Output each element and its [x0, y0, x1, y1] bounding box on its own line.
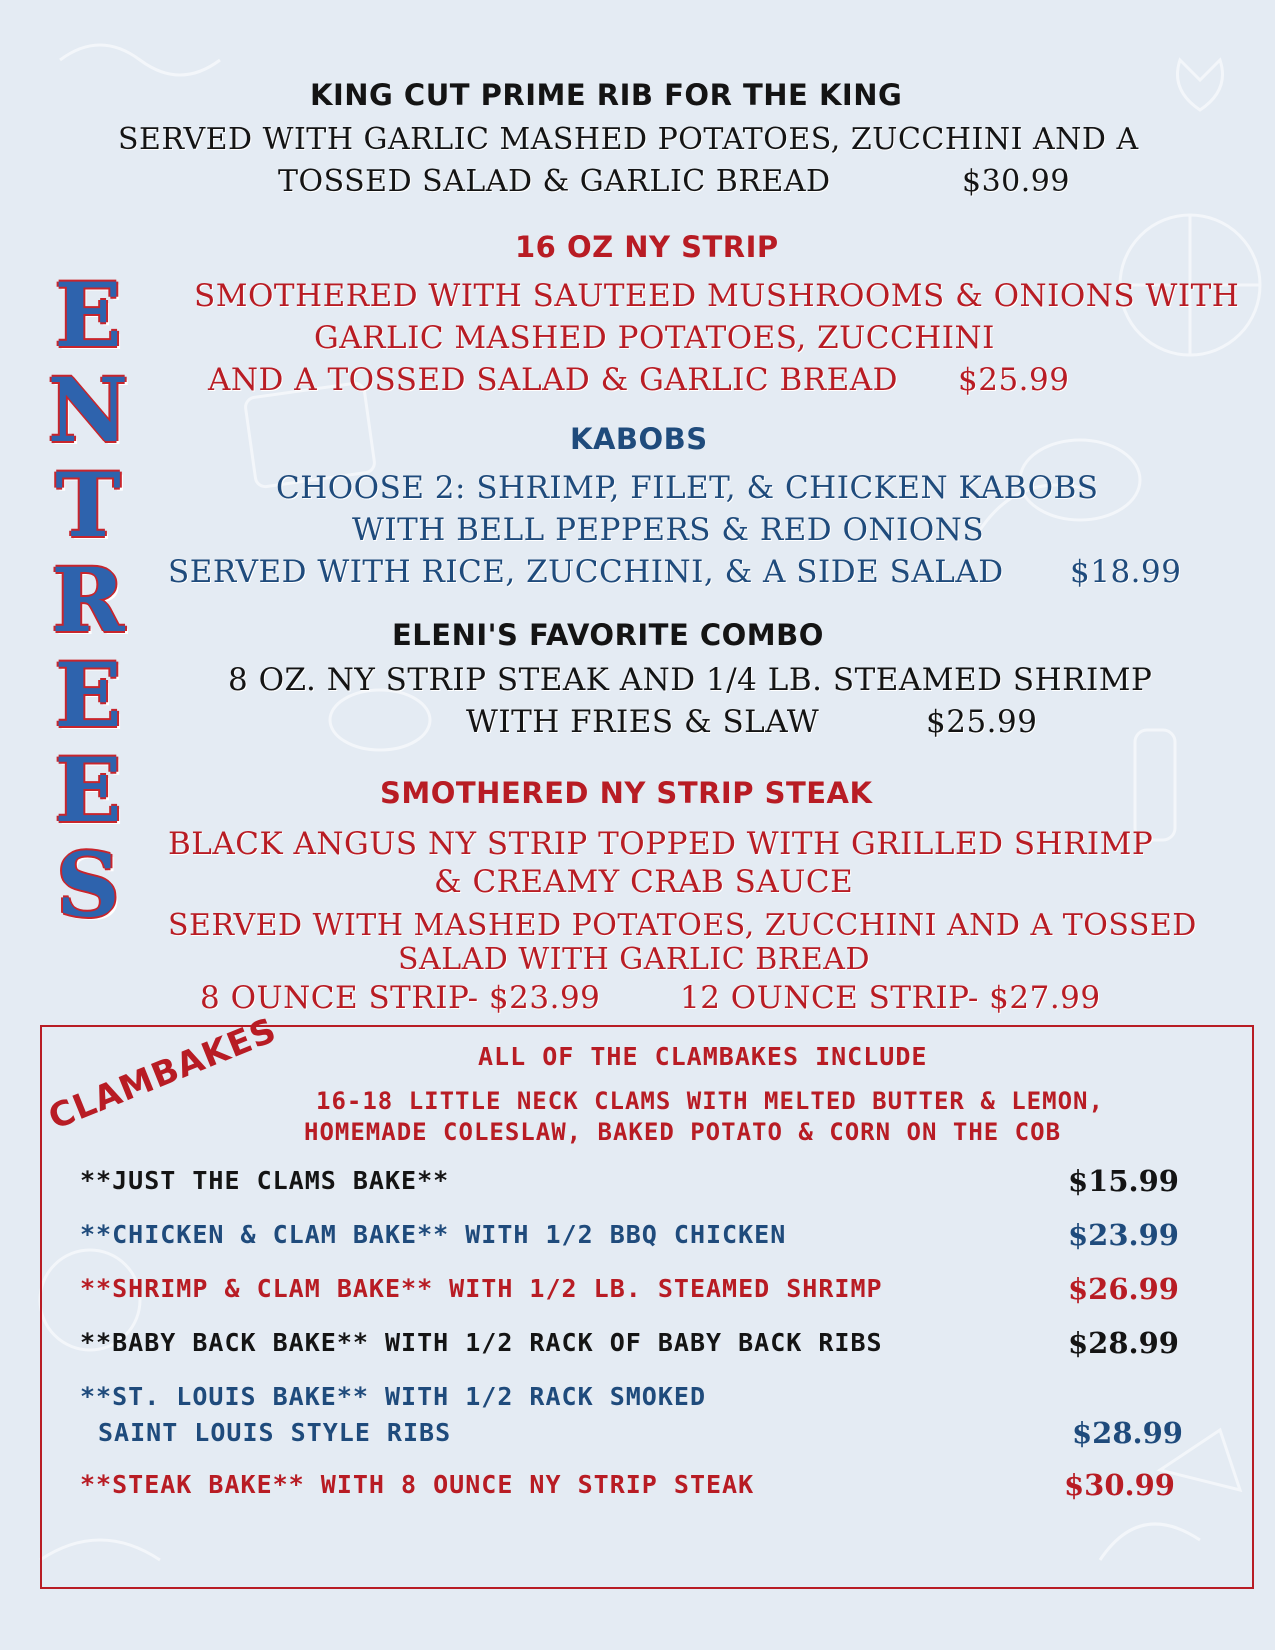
clambake-item-name: **STEAK BAKE** WITH 8 OUNCE NY STRIP STEAK: [80, 1470, 755, 1499]
clambake-item-price: $30.99: [1064, 1468, 1175, 1502]
combo-desc-1: 8 OZ. NY STRIP STEAK AND 1/4 LB. STEAMED SHRIMP: [228, 662, 1153, 698]
entrees-letter: E: [54, 738, 122, 842]
ny-strip-title: 16 OZ NY STRIP: [515, 230, 779, 264]
prime-rib-price: $30.99: [962, 164, 1070, 199]
kabobs-desc-3: SERVED WITH RICE, ZUCCHINI, & A SIDE SALAD: [168, 554, 1004, 590]
entrees-letter: T: [55, 453, 121, 557]
ny-strip-desc-1: SMOTHERED WITH SAUTEED MUSHROOMS & ONIONS WITH: [194, 278, 1240, 314]
clambakes-intro-1: ALL OF THE CLAMBAKES INCLUDE: [478, 1042, 928, 1071]
clambake-item-price: $28.99: [1068, 1326, 1179, 1360]
smothered-desc-3: SERVED WITH MASHED POTATOES, ZUCCHINI AND A TOSSED: [168, 908, 1197, 943]
entrees-letter: S: [56, 833, 120, 937]
combo-desc-2: WITH FRIES & SLAW: [466, 704, 820, 740]
ny-strip-desc-3: AND A TOSSED SALAD & GARLIC BREAD: [208, 362, 898, 398]
clambakes-intro-2: 16-18 LITTLE NECK CLAMS WITH MELTED BUTTER & LEMON,: [316, 1087, 1104, 1115]
clambake-item-name: **SHRIMP & CLAM BAKE** WITH 1/2 LB. STEAMED SHRIMP: [80, 1274, 883, 1303]
kabobs-price: $18.99: [1070, 554, 1182, 590]
smothered-desc-1: BLACK ANGUS NY STRIP TOPPED WITH GRILLED SHRIMP: [168, 826, 1154, 862]
clambake-item-name: **BABY BACK BAKE** WITH 1/2 RACK OF BABY BACK RIBS: [80, 1328, 883, 1357]
kabobs-title: KABOBS: [570, 422, 708, 456]
prime-rib-desc-2: TOSSED SALAD & GARLIC BREAD: [278, 164, 831, 199]
clambakes-intro-3: HOMEMADE COLESLAW, BAKED POTATO & CORN ON THE COB: [304, 1118, 1062, 1146]
clambake-item-name: **JUST THE CLAMS BAKE**: [80, 1166, 450, 1195]
ny-strip-desc-2: GARLIC MASHED POTATOES, ZUCCHINI: [314, 320, 995, 356]
smothered-option-8oz: 8 OUNCE STRIP- $23.99: [200, 980, 601, 1016]
clambake-item-price: $23.99: [1068, 1218, 1179, 1252]
smothered-desc-4: SALAD WITH GARLIC BREAD: [398, 942, 871, 977]
clambake-item-price: $15.99: [1068, 1164, 1179, 1198]
combo-title: ELENI'S FAVORITE COMBO: [392, 618, 824, 652]
entrees-vertical-heading: [38, 263, 138, 937]
entrees-letter: R: [51, 548, 125, 652]
combo-price: $25.99: [926, 704, 1038, 740]
prime-rib-title: KING CUT PRIME RIB FOR THE KING: [310, 78, 903, 112]
entrees-letter: N: [47, 358, 129, 462]
clambakes-title: CLAMBAKES: [43, 1010, 283, 1138]
clambake-item-name: **ST. LOUIS BAKE** WITH 1/2 RACK SMOKED: [80, 1382, 706, 1411]
clambake-item-name-cont: SAINT LOUIS STYLE RIBS: [98, 1418, 452, 1447]
kabobs-desc-2: WITH BELL PEPPERS & RED ONIONS: [352, 512, 985, 548]
entrees-letter: E: [54, 263, 122, 367]
smothered-desc-2: & CREAMY CRAB SAUCE: [434, 864, 854, 900]
prime-rib-desc-1: SERVED WITH GARLIC MASHED POTATOES, ZUCCHINI AND A: [118, 122, 1139, 157]
smothered-option-12oz: 12 OUNCE STRIP- $27.99: [680, 980, 1101, 1016]
clambake-item-price: $26.99: [1068, 1272, 1179, 1306]
smothered-title: SMOTHERED NY STRIP STEAK: [380, 776, 873, 810]
kabobs-desc-1: CHOOSE 2: SHRIMP, FILET, & CHICKEN KABOBS: [276, 470, 1099, 506]
ny-strip-price: $25.99: [958, 362, 1070, 398]
entrees-letter: E: [54, 643, 122, 747]
clambake-item-name: **CHICKEN & CLAM BAKE** WITH 1/2 BBQ CHICKEN: [80, 1220, 787, 1249]
clambake-item-price: $28.99: [1072, 1416, 1183, 1450]
